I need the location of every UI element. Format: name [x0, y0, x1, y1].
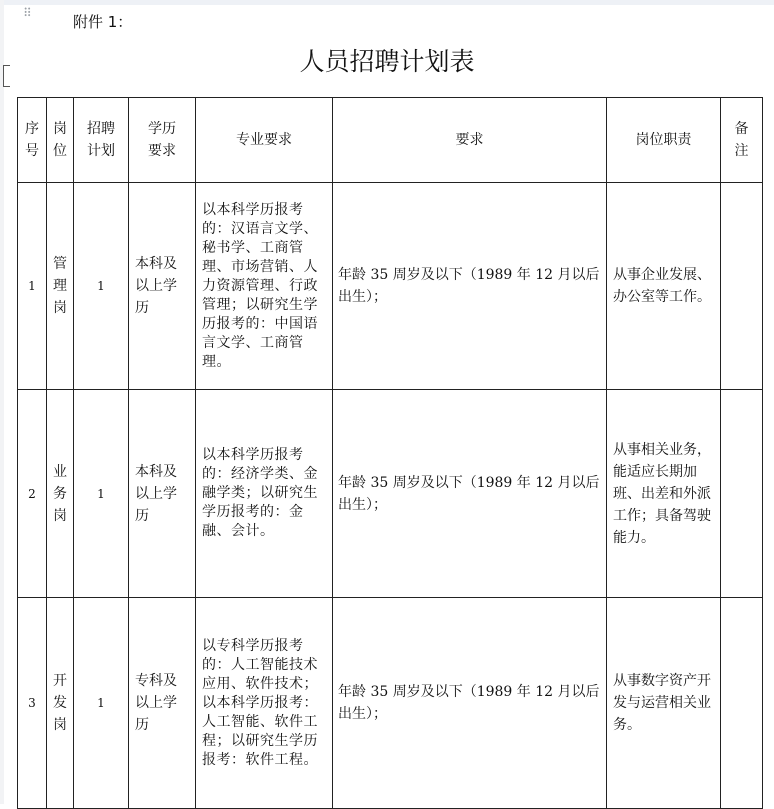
row-major: 以本科学历报考的：汉语言文学、秘书学、工商管理、市场营销、人力资源管理、行政管理；以研究生学历报考的：中国语言文学、工商管理。	[196, 183, 333, 390]
row-education: 本科及以上学历	[129, 183, 196, 390]
row-plan: 1	[74, 598, 129, 809]
header-remark: 备注	[721, 98, 763, 183]
row-plan: 1	[74, 390, 129, 598]
row-duty: 从事数字资产开发与运营相关业务。	[607, 598, 721, 809]
header-seq: 序号	[18, 98, 47, 183]
table-row	[18, 598, 763, 809]
top-strip	[0, 0, 774, 5]
page-title: 人员招聘计划表	[299, 47, 475, 76]
header-plan: 招聘计划	[74, 98, 129, 183]
row-requirement: 年龄 35 周岁及以下（1989 年 12 月以后出生）；	[333, 183, 607, 390]
row-seq: 1	[18, 183, 47, 390]
text-cursor-bracket	[3, 65, 10, 87]
row-education: 专科及以上学历	[129, 598, 196, 809]
row-major: 以专科学历报考的：人工智能技术应用、软件技术；以本科学历报考：人工智能、软件工程；以研究生学历报考：软件工程。	[196, 598, 333, 809]
header-education: 学历要求	[129, 98, 196, 183]
row-post: 业务岗	[47, 390, 74, 598]
row-post: 开发岗	[47, 598, 74, 809]
row-remark	[721, 598, 763, 809]
row-remark	[721, 390, 763, 598]
table-row	[18, 390, 763, 598]
header-major: 专业要求	[196, 98, 333, 183]
left-margin	[0, 0, 4, 804]
row-major: 以本科学历报考的：经济学类、金融学类；以研究生学历报考的：金融、会计。	[196, 390, 333, 598]
attachment-label: 附件 1：	[73, 13, 133, 31]
row-seq: 2	[18, 390, 47, 598]
row-post: 管理岗	[47, 183, 74, 390]
row-plan: 1	[74, 183, 129, 390]
row-duty: 从事相关业务，能适应长期加班、出差和外派工作；具备驾驶能力。	[607, 390, 721, 598]
header-post: 岗位	[47, 98, 74, 183]
header-requirement: 要求	[333, 98, 607, 183]
row-seq: 3	[18, 598, 47, 809]
row-duty: 从事企业发展、办公室等工作。	[607, 183, 721, 390]
recruitment-plan-table	[17, 97, 763, 809]
row-requirement: 年龄 35 周岁及以下（1989 年 12 月以后出生）；	[333, 390, 607, 598]
header-duty: 岗位职责	[607, 98, 721, 183]
row-remark	[721, 183, 763, 390]
row-education: 本科及以上学历	[129, 390, 196, 598]
drag-handle-icon[interactable]: ⠿	[23, 6, 33, 20]
header-row	[18, 98, 763, 183]
table-row	[18, 183, 763, 390]
row-requirement: 年龄 35 周岁及以下（1989 年 12 月以后出生）；	[333, 598, 607, 809]
